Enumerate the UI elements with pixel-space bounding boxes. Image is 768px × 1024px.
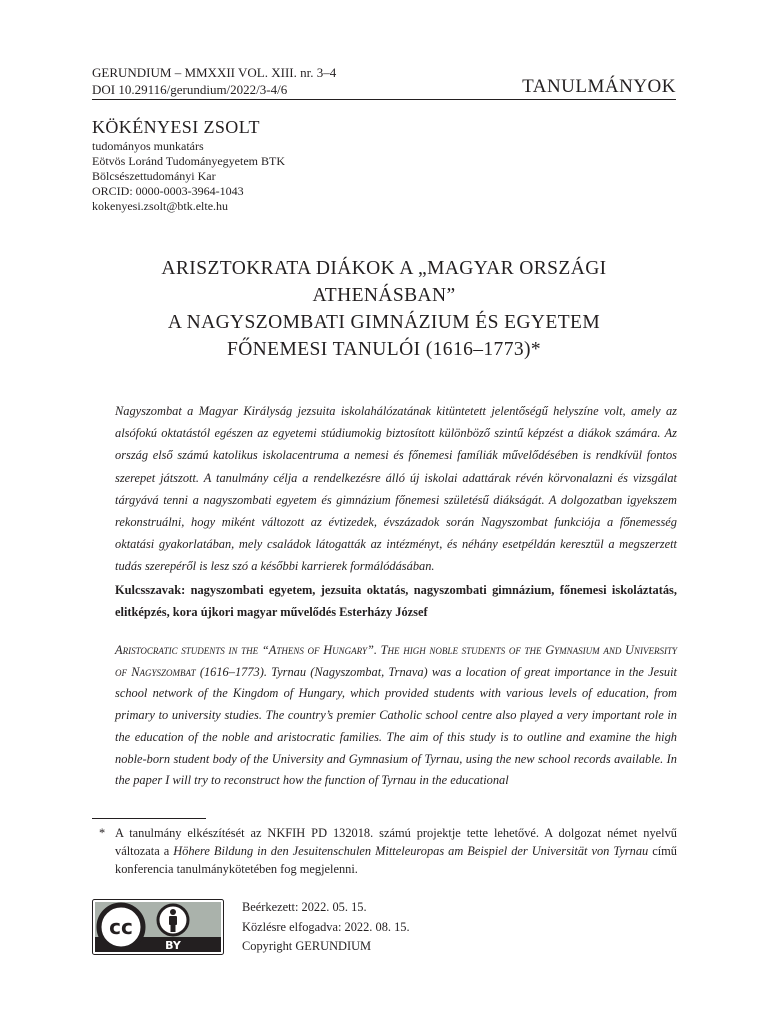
footnote-rule <box>92 818 206 819</box>
keywords-text: nagyszombati egyetem, jezsuita oktatás, nagyszombati gimnázium, főnemesi iskoláztatás, elitképzés, kora újkori magyar művelődés Esterházy József <box>115 583 677 619</box>
section-label: TANULMÁNYOK <box>522 76 676 97</box>
author-block <box>92 116 285 214</box>
footnote-text: A tanulmány elkészítését az NKFIH PD 132018. számú projektje tette lehetővé. A dolgozat német nyelvű változata a <box>115 826 677 858</box>
article-title <box>92 255 676 363</box>
abstract-english-title: Aristocratic students in the “Athens of Hungary”. The high noble students of the Gymnasium and University of Nagyszombat <box>115 643 677 679</box>
title-line: A NAGYSZOMBATI GIMNÁZIUM ÉS EGYETEM <box>167 312 601 333</box>
abstract-english-body: Tyrnau (Nagyszombat, Trnava) was a location of great importance in the Jesuit school network of the Kingdom of Hungary, which provided students with various levels of education, from primary to university studies. The country’s premier Catholic school centre also played a very important role in the education of the noble and aristocratic families. The aim of this study is to outline and examine the high noble-born student body of the University and Gymnasium of Tyrnau, using the new school records available. In the paper I will try to reconstruct how the function of Tyrnau in the educational <box>115 664 677 788</box>
footnote-italic-title: Höhere Bildung in den Jesuitenschulen Mitteleuropas am Beispiel der Universität von Tyrnau <box>173 844 649 858</box>
abstract-hungarian <box>115 400 677 578</box>
cc-text: cc <box>109 915 133 939</box>
abstract-english-dates: (1616–1773). <box>195 664 267 679</box>
doi-line: DOI 10.29116/gerundium/2022/3-4/6 <box>92 82 288 97</box>
keywords-label: Kulcsszavak: <box>115 583 186 597</box>
footnote <box>99 824 678 878</box>
author-orcid: ORCID: 0000-0003-3964-1043 <box>92 184 244 198</box>
author-name: KÖKÉNYESI ZSOLT <box>92 117 260 137</box>
accepted-date: Közlésre elfogadva: 2022. 08. 15. <box>242 919 410 934</box>
journal-title: GERUNDIUM – MMXXII VOL. XIII. nr. 3–4 <box>92 65 337 80</box>
cc-by-license-icon <box>92 899 224 955</box>
received-date: Beérkezett: 2022. 05. 15. <box>242 900 367 914</box>
header-rule <box>92 99 676 100</box>
title-line: FŐNEMESI TANULÓI (1616–1773)* <box>226 339 542 360</box>
by-text: BY <box>165 939 181 952</box>
abstract-hungarian-text: Nagyszombat a Magyar Királyság jezsuita iskolahálózatának kitüntetett jelentőségű helyszíne volt, amely az alsófokú oktatástól egészen az egyetemi stúdiumokig biztosított különböző szintű képzést a diákok számára. Az ország első számú katolikus iskolacentruma a nemesi és főnemesi famíliák művelődésében is rendkívül fontos szerepet játszott. A tanulmány célja a rendelkezésre álló új iskolai adattárak révén körvonalazni és vizsgálat tárgyává tenni a nagyszombati egyetem és gimnázium főnemesi születésű diákságát. A dolgozatban igyekszem rekonstruálni, hogy miként változott az évtizedek, évszázadok során Nagyszombat funkciója a főnemesség oktatási gyakorlatában, mely családok látogatták az intézményt, és néhány esetpéldán keresztül a megszerzett tudás szerepéről is lesz szó a későbbi karrierek formálódásában. <box>115 404 677 574</box>
author-email: kokenyesi.zsolt@btk.elte.hu <box>92 199 229 213</box>
keywords <box>115 579 677 623</box>
author-faculty: Bölcsészettudományi Kar <box>92 169 216 183</box>
footnote-text-end: című konferencia tanulmánykötetében fog megjelenni. <box>115 844 678 876</box>
publication-dates <box>242 898 410 957</box>
author-position: tudományos munkatárs <box>92 139 204 153</box>
title-line: ARISZTOKRATA DIÁKOK A „MAGYAR ORSZÁGI <box>161 258 607 279</box>
author-institution: Eötvös Loránd Tudományegyetem BTK <box>92 154 285 168</box>
title-line: ATHENÁSBAN” <box>312 285 456 306</box>
copyright-line: Copyright GERUNDIUM <box>242 939 372 953</box>
footnote-mark: * <box>99 826 106 840</box>
abstract-english <box>115 640 677 792</box>
